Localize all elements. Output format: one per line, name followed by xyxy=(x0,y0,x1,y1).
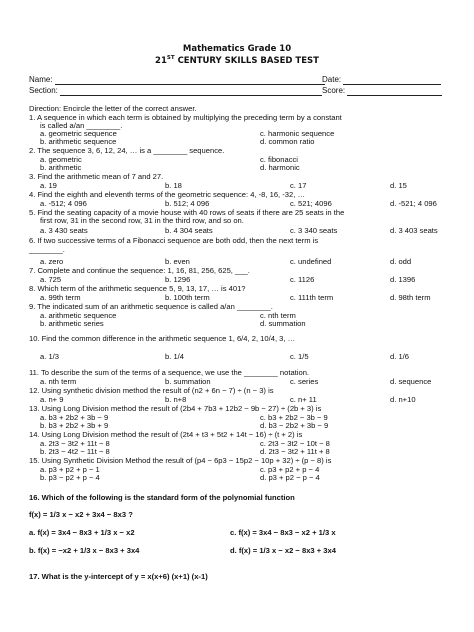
option-10c[interactable]: c. 1/5 xyxy=(290,352,309,361)
option-12c[interactable]: c. n+ 11 xyxy=(290,395,317,404)
date-label: Date: xyxy=(322,75,342,84)
option-5b[interactable]: b. 4 304 seats xyxy=(165,226,213,235)
option-5d[interactable]: d. 3 403 seats xyxy=(390,226,438,235)
option-9b[interactable]: b. arithmetic series xyxy=(40,319,104,328)
option-14c[interactable]: c. 2t3 − 3t2 − 10t − 8 xyxy=(260,439,330,448)
subtitle-superscript: ST xyxy=(166,55,175,61)
option-1c[interactable]: c. harmonic sequence xyxy=(260,129,335,138)
question-16: 16. Which of the following is the standard form of the polynomial function xyxy=(29,493,295,502)
option-13b[interactable]: b. b3 + 2b2 + 3b + 9 xyxy=(40,421,109,430)
option-16b[interactable]: b. f(x) = −x2 + 1/3 x − 8x3 + 3x4 xyxy=(29,546,140,555)
option-9d[interactable]: d. summation xyxy=(260,319,306,328)
option-10d[interactable]: d. 1/6 xyxy=(390,352,409,361)
option-16a[interactable]: a. f(x) = 3x4 − 8x3 + 1/3 x − x2 xyxy=(29,528,135,537)
option-6b[interactable]: b. even xyxy=(165,257,190,266)
option-7c[interactable]: c. 1126 xyxy=(290,275,315,284)
question-13: 13. Using Long Division method the result of (2b4 + 7b3 + 12b2 − 9b − 27) ÷ (2b + 3) is xyxy=(29,404,322,413)
question-5: 5. Find the seating capacity of a movie house with 40 rows of seats if there are 25 seats in the xyxy=(29,208,345,217)
question-16-function: f(x) = 1/3 x − x2 + 3x4 − 8x3 ? xyxy=(29,510,133,519)
option-4d[interactable]: d. -521; 4 096 xyxy=(390,199,437,208)
question-10: 10. Find the common difference in the arithmetic sequence 1, 6/4, 2, 10/4, 3, … xyxy=(29,334,296,343)
option-2c[interactable]: c. fibonacci xyxy=(260,155,298,164)
option-11c[interactable]: c. series xyxy=(290,377,319,386)
option-3a[interactable]: a. 19 xyxy=(40,181,57,190)
option-2d[interactable]: d. harmonic xyxy=(260,163,300,172)
option-8b[interactable]: b. 100th term xyxy=(165,293,210,302)
option-16c[interactable]: c. f(x) = 3x4 − 8x3 − x2 + 1/3 x xyxy=(230,528,336,537)
option-5c[interactable]: c. 3 340 seats xyxy=(290,226,338,235)
option-15b[interactable]: b. p3 − p2 + p − 4 xyxy=(40,473,100,482)
page-subtitle xyxy=(0,55,474,66)
option-3c[interactable]: c. 17 xyxy=(290,181,307,190)
option-14b[interactable]: b. 2t3 − 4t2 − 11t − 8 xyxy=(40,447,110,456)
direction-text: Direction: Encircle the letter of the correct answer. xyxy=(29,104,197,113)
question-6-cont: ________. xyxy=(29,245,65,254)
option-7a[interactable]: a. 725 xyxy=(40,275,62,284)
name-field[interactable] xyxy=(29,75,325,85)
option-9a[interactable]: a. arithmetic sequence xyxy=(40,311,117,320)
option-11d[interactable]: d. sequence xyxy=(390,377,432,386)
option-13c[interactable]: c. b3 + 2b2 − 3b − 9 xyxy=(260,413,328,422)
section-field[interactable] xyxy=(29,86,322,96)
subtitle-text: CENTURY SKILLS BASED TEST xyxy=(174,55,319,66)
option-7b[interactable]: b. 1296 xyxy=(165,275,191,284)
question-11: 11. To describe the sum of the terms of a sequence, we use the ________ notation. xyxy=(29,368,310,377)
question-12: 12. Using synthetic division method the result of (n2 + 6n − 7) ÷ (n − 3) is xyxy=(29,386,274,395)
option-11a[interactable]: a. nth term xyxy=(40,377,77,386)
question-4: 4. Find the eighth and eleventh terms of the geometric sequence: 4, -8, 16, -32, … xyxy=(29,190,306,199)
question-8: 8. Which term of the arithmetic sequence 5, 9, 13, 17, … is 401? xyxy=(29,284,246,293)
option-6c[interactable]: c. undefined xyxy=(290,257,332,266)
question-9: 9. The indicated sum of an arithmetic sequence is called a/an ________. xyxy=(29,302,273,311)
option-8d[interactable]: d. 98th term xyxy=(390,293,431,302)
option-15a[interactable]: a. p3 + p2 + p − 1 xyxy=(40,465,100,474)
option-15c[interactable]: c. p3 + p2 + p − 4 xyxy=(260,465,320,474)
option-13d[interactable]: d. b3 − 2b2 + 3b − 9 xyxy=(260,421,329,430)
question-15: 15. Using Synthetic Division Method the result of (p4 − 6p3 − 15p2 − 10p + 32) ÷ (p − 8) is xyxy=(29,456,332,465)
option-10a[interactable]: a. 1/3 xyxy=(40,352,59,361)
option-12a[interactable]: a. n+ 9 xyxy=(40,395,64,404)
option-11b[interactable]: b. summation xyxy=(165,377,211,386)
option-13a[interactable]: a. b3 + 2b2 + 3b − 9 xyxy=(40,413,109,422)
option-4a[interactable]: a. -512; 4 096 xyxy=(40,199,87,208)
option-1a[interactable]: a. geometric sequence xyxy=(40,129,117,138)
option-1b[interactable]: b. arithmetic sequence xyxy=(40,137,117,146)
question-3: 3. Find the arithmetic mean of 7 and 27. xyxy=(29,172,164,181)
option-6d[interactable]: d. odd xyxy=(390,257,412,266)
question-2: 2. The sequence 3, 6, 12, 24, … is a ________ sequence. xyxy=(29,146,225,155)
option-16d[interactable]: d. f(x) = 1/3 x − x2 − 8x3 + 3x4 xyxy=(230,546,336,555)
score-label: Score: xyxy=(322,86,346,95)
question-1: 1. A sequence in which each term is obtained by multiplying the preceding term by a constant xyxy=(29,113,342,122)
option-4c[interactable]: c. 521; 4096 xyxy=(290,199,332,208)
page-title: Mathematics Grade 10 xyxy=(182,44,292,54)
score-field[interactable] xyxy=(322,86,442,96)
option-2b[interactable]: b. arithmetic xyxy=(40,163,82,172)
option-3d[interactable]: d. 15 xyxy=(390,181,407,190)
option-6a[interactable]: a. zero xyxy=(40,257,64,266)
option-12b[interactable]: b. n+8 xyxy=(165,395,187,404)
option-8c[interactable]: c. 111th term xyxy=(290,293,334,302)
question-5-cont: first row, 31 in the second row, 31 in the third row, and so on. xyxy=(40,216,244,225)
question-17: 17. What is the y-intercept of y = x(x+6) (x+1) (x-1) xyxy=(29,572,208,581)
option-4b[interactable]: b. 512; 4 096 xyxy=(165,199,210,208)
option-15d[interactable]: d. p3 + p2 − p − 4 xyxy=(260,473,320,482)
option-14d[interactable]: d. 2t3 − 3t2 + 11t + 8 xyxy=(260,447,330,456)
option-12d[interactable]: d. n+10 xyxy=(390,395,416,404)
date-field[interactable] xyxy=(322,75,441,85)
question-1-cont: is called a/an ________. xyxy=(40,121,123,130)
option-1d[interactable]: d. common ratio xyxy=(260,137,315,146)
option-9c[interactable]: c. nth term xyxy=(260,311,296,320)
option-7d[interactable]: d. 1396 xyxy=(390,275,416,284)
option-8a[interactable]: a. 99th term xyxy=(40,293,81,302)
subtitle-number: 21 xyxy=(155,55,167,66)
option-5a[interactable]: a. 3 430 seats xyxy=(40,226,88,235)
option-3b[interactable]: b. 18 xyxy=(165,181,182,190)
option-2a[interactable]: a. geometric xyxy=(40,155,82,164)
option-10b[interactable]: b. 1/4 xyxy=(165,352,184,361)
question-7: 7. Complete and continue the sequence: 1, 16, 81, 256, 625, ___. xyxy=(29,266,250,275)
question-6: 6. If two successive terms of a Fibonacci sequence are both odd, then the next term is xyxy=(29,236,319,245)
section-label: Section: xyxy=(29,86,58,95)
name-label: Name: xyxy=(29,75,53,84)
question-14: 14. Using Long Division method the result of (2t4 + t3 + 5t2 + 14t − 16) ÷ (t + 2) is xyxy=(29,430,303,439)
option-14a[interactable]: a. 2t3 − 3t2 + 11t − 8 xyxy=(40,439,110,448)
